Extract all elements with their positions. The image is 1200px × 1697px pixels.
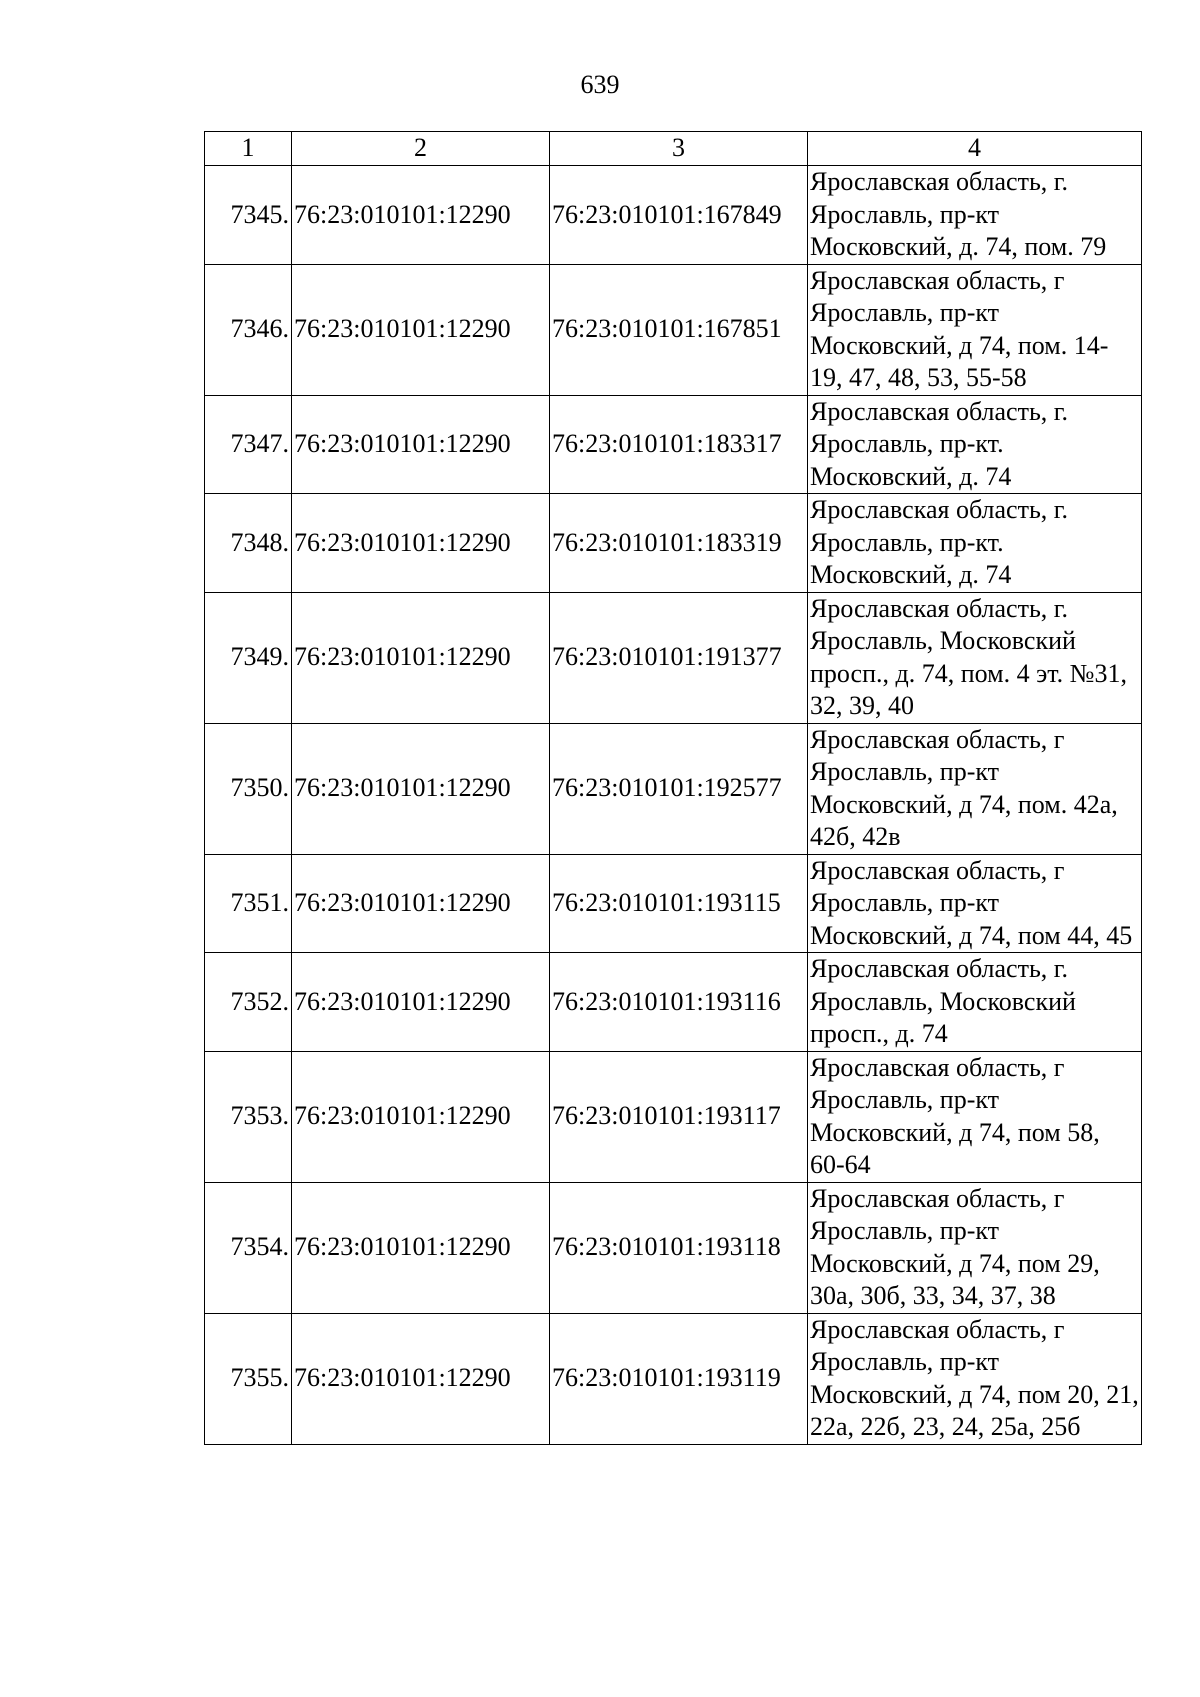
row-number: 7346. bbox=[205, 264, 292, 395]
parent-cadastral-number: 76:23:010101:12290 bbox=[292, 264, 550, 395]
row-number: 7355. bbox=[205, 1313, 292, 1444]
cadastral-number: 76:23:010101:183317 bbox=[550, 395, 808, 494]
table-row bbox=[205, 264, 1142, 395]
row-number: 7351. bbox=[205, 854, 292, 953]
parent-cadastral-number: 76:23:010101:12290 bbox=[292, 1051, 550, 1182]
table-row bbox=[205, 1182, 1142, 1313]
parent-cadastral-number: 76:23:010101:12290 bbox=[292, 953, 550, 1052]
cadastral-number: 76:23:010101:193115 bbox=[550, 854, 808, 953]
cadastral-number: 76:23:010101:193119 bbox=[550, 1313, 808, 1444]
parent-cadastral-number: 76:23:010101:12290 bbox=[292, 592, 550, 723]
address: Ярославская область, г Ярославль, пр-кт Московский, д 74, пом 29, 30а, 30б, 33, 34, 37, 38 bbox=[808, 1182, 1142, 1313]
page-number: 639 bbox=[580, 70, 620, 99]
address: Ярославская область, г Ярославль, пр-кт Московский, д 74, пом. 42а, 42б, 42в bbox=[808, 723, 1142, 854]
table-row bbox=[205, 854, 1142, 953]
parent-cadastral-number: 76:23:010101:12290 bbox=[292, 166, 550, 265]
address: Ярославская область, г Ярославль, пр-кт Московский, д 74, пом. 14-19, 47, 48, 53, 55-58 bbox=[808, 264, 1142, 395]
table-header-row bbox=[205, 132, 1142, 166]
parent-cadastral-number: 76:23:010101:12290 bbox=[292, 1313, 550, 1444]
cadastral-number: 76:23:010101:183319 bbox=[550, 494, 808, 593]
table-row bbox=[205, 953, 1142, 1052]
cadastral-number: 76:23:010101:167851 bbox=[550, 264, 808, 395]
cadastral-number: 76:23:010101:167849 bbox=[550, 166, 808, 265]
row-number: 7353. bbox=[205, 1051, 292, 1182]
table-row bbox=[205, 723, 1142, 854]
table-row bbox=[205, 494, 1142, 593]
address: Ярославская область, г. Ярославль, пр-кт. Московский, д. 74 bbox=[808, 395, 1142, 494]
header-cell-2: 2 bbox=[292, 132, 550, 166]
header-cell-3: 3 bbox=[550, 132, 808, 166]
header-cell-1: 1 bbox=[205, 132, 292, 166]
cadastral-number: 76:23:010101:193117 bbox=[550, 1051, 808, 1182]
parent-cadastral-number: 76:23:010101:12290 bbox=[292, 395, 550, 494]
address: Ярославская область, г. Ярославль, пр-кт. Московский, д. 74 bbox=[808, 494, 1142, 593]
row-number: 7347. bbox=[205, 395, 292, 494]
table-row bbox=[205, 395, 1142, 494]
header-cell-4: 4 bbox=[808, 132, 1142, 166]
row-number: 7348. bbox=[205, 494, 292, 593]
parent-cadastral-number: 76:23:010101:12290 bbox=[292, 494, 550, 593]
table-row bbox=[205, 166, 1142, 265]
cadastral-number: 76:23:010101:193118 bbox=[550, 1182, 808, 1313]
table-row bbox=[205, 1313, 1142, 1444]
address: Ярославская область, г. Ярославль, Московский просп., д. 74 bbox=[808, 953, 1142, 1052]
cadastral-number: 76:23:010101:191377 bbox=[550, 592, 808, 723]
cadastral-number: 76:23:010101:192577 bbox=[550, 723, 808, 854]
row-number: 7349. bbox=[205, 592, 292, 723]
row-number: 7345. bbox=[205, 166, 292, 265]
address: Ярославская область, г Ярославль, пр-кт Московский, д 74, пом 44, 45 bbox=[808, 854, 1142, 953]
parent-cadastral-number: 76:23:010101:12290 bbox=[292, 723, 550, 854]
row-number: 7354. bbox=[205, 1182, 292, 1313]
address: Ярославская область, г. Ярославль, пр-кт Московский, д. 74, пом. 79 bbox=[808, 166, 1142, 265]
parent-cadastral-number: 76:23:010101:12290 bbox=[292, 854, 550, 953]
registry-table bbox=[204, 131, 1142, 1445]
address: Ярославская область, г Ярославль, пр-кт Московский, д 74, пом 20, 21, 22а, 22б, 23, 24, 25а, 25б bbox=[808, 1313, 1142, 1444]
address: Ярославская область, г Ярославль, пр-кт Московский, д 74, пом 58, 60-64 bbox=[808, 1051, 1142, 1182]
address: Ярославская область, г. Ярославль, Московский просп., д. 74, пом. 4 эт. №31, 32, 39, 40 bbox=[808, 592, 1142, 723]
cadastral-number: 76:23:010101:193116 bbox=[550, 953, 808, 1052]
row-number: 7350. bbox=[205, 723, 292, 854]
table-row bbox=[205, 1051, 1142, 1182]
table-row bbox=[205, 592, 1142, 723]
row-number: 7352. bbox=[205, 953, 292, 1052]
parent-cadastral-number: 76:23:010101:12290 bbox=[292, 1182, 550, 1313]
